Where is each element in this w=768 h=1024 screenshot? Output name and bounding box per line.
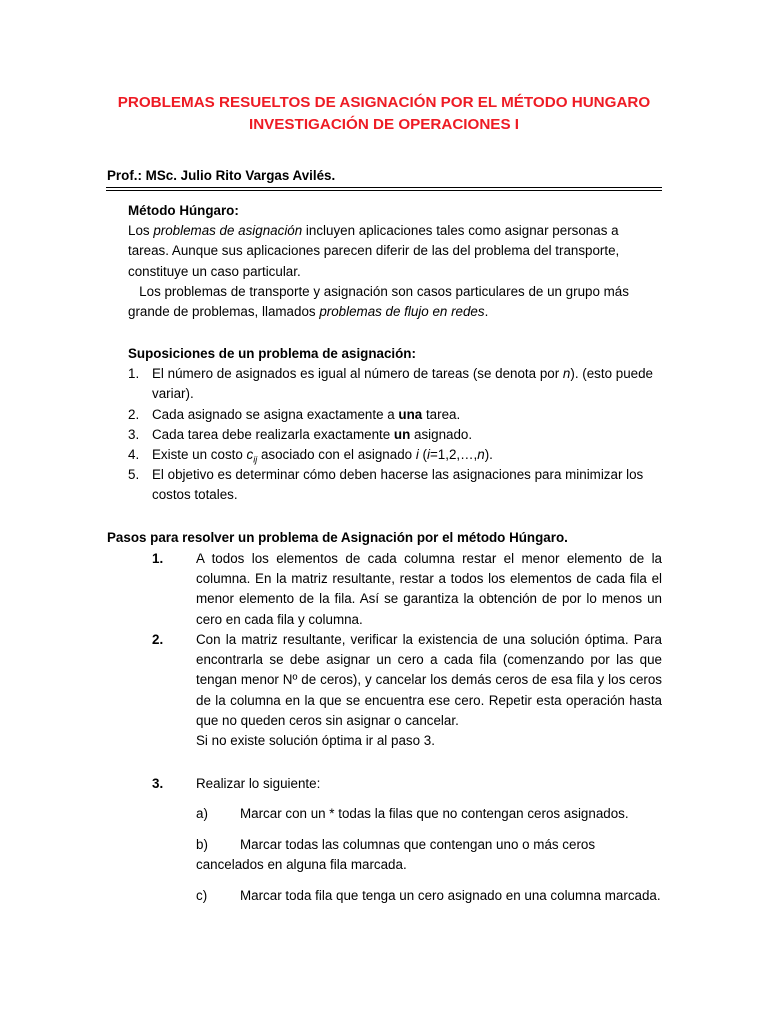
list-item: 3. Cada tarea debe realizarla exactamente un asignado.: [128, 426, 473, 442]
step-text: Con la matriz resultante, verificar la existencia de una solución óptima. Para encontrarla se debe asignar un cero a cada fila (comenzando por las que tengan menor Nº de ceros), y cancelar los demás ceros de esa fila y los ceros de la columna en la que se encuentra ese cero. Repetir esta operación hasta que no queden ceros sin asignar o cancelar.: [196, 632, 662, 728]
divider-thick: [106, 190, 662, 191]
intro-heading: Método Húngaro:: [128, 203, 239, 218]
step-2: [152, 630, 662, 751]
intro-paragraph-1: Los problemas de asignación incluyen aplicaciones tales como asignar personas a tareas. Aunque sus aplicaciones parecen diferir de las del problema del transporte, constituye un caso particular.: [128, 223, 620, 279]
step-1: [152, 549, 662, 630]
step-text: Realizar lo siguiente:: [196, 776, 321, 791]
list-item: 1. El número de asignados es igual al número de tareas (se denota por n). (esto puede variar).: [128, 366, 653, 402]
substep-letter: c): [196, 888, 208, 903]
step-number: 3.: [152, 776, 164, 791]
document-title: [0, 92, 768, 136]
step-number: 1.: [152, 551, 164, 566]
substep-b: [196, 835, 662, 875]
substep-text: Marcar con un * todas la filas que no contengan ceros asignados.: [240, 806, 629, 821]
suppositions-heading: Suposiciones de un problema de asignación:: [128, 346, 416, 361]
divider-thin: [106, 187, 662, 188]
substep-text: Marcar todas las columnas que contengan uno o más ceros cancelados en alguna fila marcada.: [196, 837, 596, 873]
suppositions-section: [128, 344, 662, 506]
substep-c: [196, 886, 662, 906]
author-line: Prof.: MSc. Julio Rito Vargas Avilés.: [107, 168, 336, 183]
substep-text: Marcar toda fila que tenga un cero asignado en una columna marcada.: [240, 888, 661, 903]
list-item: 5. El objetivo es determinar cómo deben hacerse las asignaciones para minimizar los costos totales.: [128, 467, 644, 503]
step-3: [152, 774, 662, 794]
substep-letter: a): [196, 806, 208, 821]
intro-paragraph-2: Los problemas de transporte y asignación son casos particulares de un grupo más grande de problemas, llamados problemas de flujo en redes.: [128, 283, 633, 320]
step-text: A todos los elementos de cada columna restar el menor elemento de la columna. En la matriz resultante, restar a todos los elementos de cada fila el menor elemento de la fila. Así se garantiza la obtención de por lo menos un cero en cada fila y columna.: [196, 551, 662, 627]
title-line-1: PROBLEMAS RESUELTOS DE ASIGNACIÓN POR EL MÉTODO HUNGARO: [117, 94, 651, 111]
steps-heading: Pasos para resolver un problema de Asignación por el método Húngaro.: [107, 530, 568, 545]
list-item: 2. Cada asignado se asigna exactamente a una tarea.: [128, 406, 461, 422]
list-item: 4. Existe un costo $c_{ij}$ asociado con el asignado i (i=1,2,…,n).: [128, 447, 493, 465]
substep-a: [196, 804, 662, 824]
step-text-2: Si no existe solución óptima ir al paso 3.: [196, 733, 435, 749]
title-line-2: INVESTIGACIÓN DE OPERACIONES I: [248, 116, 520, 133]
substep-letter: b): [196, 837, 208, 852]
step-number: 2.: [152, 632, 164, 647]
intro-section: [128, 201, 662, 322]
suppositions-list: [128, 364, 662, 505]
